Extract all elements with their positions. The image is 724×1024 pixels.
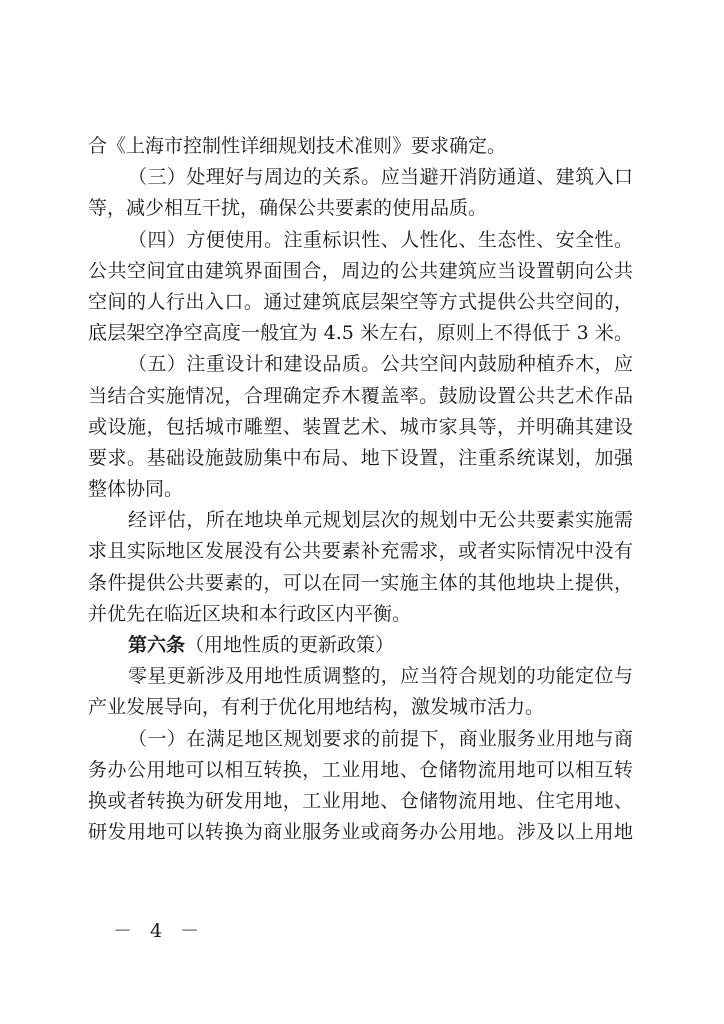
- text-line: （一）在满足地区规划要求的前提下，商业服务业用地与商: [128, 727, 633, 750]
- text-line: （四）方便使用。注重标识性、人性化、生态性、安全性。: [128, 228, 633, 251]
- text-line: 整体协同。: [88, 478, 184, 501]
- text-line: 底层架空净空高度一般宜为 4.5 米左右，原则上不得低于 3 米。: [88, 322, 633, 345]
- text-line: 空间的人行出入口。通过建筑底层架空等方式提供公共空间的，: [88, 290, 633, 313]
- text-line: 务办公用地可以相互转换，工业用地、仓储物流用地可以相互转: [88, 758, 633, 781]
- article-subtitle: （用地性质的更新政策）: [185, 634, 395, 656]
- text-line: 当结合实施情况，合理确定乔木覆盖率。鼓励设置公共艺术作品: [88, 384, 633, 407]
- text-line: 要求。基础设施鼓励集中布局、地下设置，注重系统谋划，加强: [88, 446, 633, 469]
- text-line: 经评估，所在地块单元规划层次的规划中无公共要素实施需: [128, 509, 633, 532]
- text-line: 并优先在临近区块和本行政区内平衡。: [88, 602, 412, 625]
- text-line: 研发用地可以转换为商业服务业或商务办公用地。涉及以上用地: [88, 821, 633, 844]
- text-line: 换或者转换为研发用地，工业用地、仓储物流用地、住宅用地、: [88, 789, 633, 812]
- text-line: 零星更新涉及用地性质调整的，应当符合规划的功能定位与: [128, 665, 633, 688]
- page-number: － 4 －: [113, 920, 206, 942]
- text-line: 等，减少相互干扰，确保公共要素的使用品质。: [88, 197, 488, 220]
- text-line: （五）注重设计和建设品质。公共空间内鼓励种植乔木，应: [128, 353, 633, 376]
- text-line: 条件提供公共要素的，可以在同一实施主体的其他地块上提供，: [88, 571, 633, 594]
- text-line: 或设施，包括城市雕塑、装置艺术、城市家具等，并明确其建设: [88, 415, 633, 438]
- text-line: （三）处理好与周边的关系。应当避开消防通道、建筑入口: [128, 166, 633, 189]
- article-number: 第六条: [128, 634, 186, 656]
- text-line: 合《上海市控制性详细规划技术准则》要求确定。: [88, 135, 507, 157]
- text-line: 求且实际地区发展没有公共要素补充需求，或者实际情况中没有: [88, 540, 633, 563]
- body-text: [88, 131, 633, 848]
- article-heading: [88, 630, 633, 661]
- text-line: 公共空间宜由建筑界面围合，周边的公共建筑应当设置朝向公共: [88, 259, 633, 282]
- text-line: 产业发展导向，有利于优化用地结构，激发城市活力。: [88, 696, 545, 719]
